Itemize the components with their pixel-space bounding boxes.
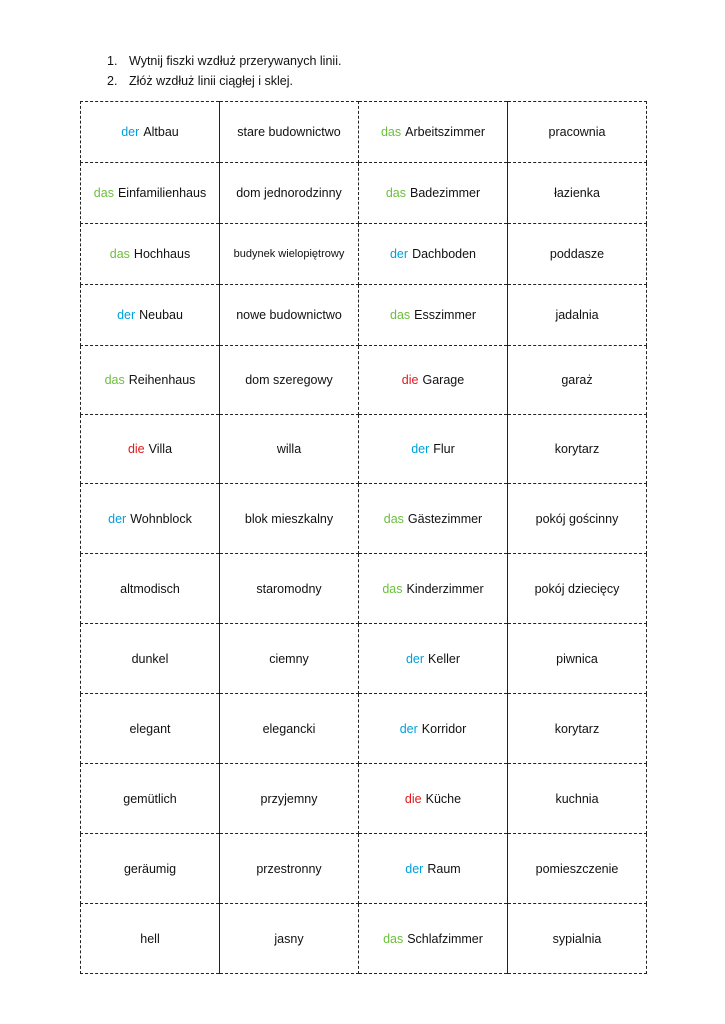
german-word: Garage: [422, 373, 465, 387]
polish-translation: jadalnia: [555, 308, 599, 322]
flashcard-table-body: [81, 102, 647, 974]
instruction-number: 2.: [107, 74, 118, 88]
polish-translation-cell: [508, 834, 647, 904]
german-word-cell: [81, 484, 220, 554]
german-word: Neubau: [139, 308, 183, 322]
instruction-item: [107, 71, 341, 91]
polish-translation-cell: [508, 554, 647, 624]
german-word-cell: [81, 554, 220, 624]
polish-translation-cell: [508, 163, 647, 224]
german-word: Flur: [433, 442, 455, 456]
article: der: [405, 651, 425, 666]
flashcard-row: [81, 415, 647, 484]
polish-translation: budynek wielopiętrowy: [233, 248, 345, 260]
german-word: Badezimmer: [409, 186, 481, 200]
polish-translation: pomieszczenie: [535, 861, 619, 876]
article: das: [382, 581, 403, 596]
german-word-cell: [359, 834, 508, 904]
polish-translation-cell: [508, 415, 647, 484]
german-word-cell: [359, 484, 508, 554]
polish-translation: pokój dziecięcy: [534, 581, 620, 596]
polish-translation: ciemny: [269, 651, 309, 666]
polish-translation-cell: [220, 102, 359, 163]
german-word-cell: [81, 764, 220, 834]
polish-translation: nowe budownictwo: [236, 308, 342, 322]
polish-translation: jasny: [274, 931, 304, 946]
german-word-cell: [81, 624, 220, 694]
german-word-cell: [359, 346, 508, 415]
flashcard-row: [81, 764, 647, 834]
german-word-cell: [81, 163, 220, 224]
article: das: [109, 247, 130, 261]
polish-translation-cell: [508, 624, 647, 694]
polish-translation: piwnica: [556, 651, 598, 666]
flashcard-row: [81, 224, 647, 285]
polish-translation: dom szeregowy: [245, 373, 333, 387]
article: das: [380, 125, 402, 139]
article: der: [121, 125, 140, 139]
german-word-cell: [359, 224, 508, 285]
german-word: geräumig: [123, 861, 177, 876]
polish-translation-cell: [220, 346, 359, 415]
german-word-cell: [81, 285, 220, 346]
instruction-number: 1.: [107, 54, 118, 68]
german-word: gemütlich: [123, 791, 177, 806]
article: das: [383, 511, 404, 526]
polish-translation-cell: [508, 484, 647, 554]
article: das: [93, 186, 114, 200]
german-word: Keller: [428, 651, 461, 666]
german-word: elegant: [129, 721, 171, 736]
polish-translation: stare budownictwo: [237, 125, 341, 139]
polish-translation: kuchnia: [555, 791, 599, 806]
article: der: [399, 721, 418, 736]
polish-translation-cell: [508, 285, 647, 346]
flashcard-row: [81, 346, 647, 415]
article: das: [383, 931, 404, 946]
polish-translation: garaż: [561, 373, 593, 387]
german-word: Einfamilienhaus: [117, 186, 207, 200]
german-word: Raum: [427, 861, 461, 876]
german-word: Altbau: [143, 125, 179, 139]
german-word-cell: [359, 694, 508, 764]
polish-translation-cell: [220, 554, 359, 624]
article: die: [404, 791, 422, 806]
german-word-cell: [81, 102, 220, 163]
polish-translation-cell: [220, 694, 359, 764]
article: der: [411, 442, 430, 456]
article: der: [405, 861, 424, 876]
german-word: Reihenhaus: [128, 373, 196, 387]
flashcard-table: [80, 101, 647, 974]
polish-translation-cell: [220, 484, 359, 554]
german-word: Küche: [425, 791, 462, 806]
german-word: Hochhaus: [133, 247, 191, 261]
german-word-cell: [359, 624, 508, 694]
german-word: Kinderzimmer: [406, 581, 484, 596]
flashcard-row: [81, 163, 647, 224]
flashcard-row: [81, 624, 647, 694]
german-word-cell: [81, 834, 220, 904]
instruction-text: Złóż wzdłuż linii ciągłej i sklej.: [129, 74, 293, 88]
polish-translation: pokój gościnny: [535, 511, 619, 526]
german-word-cell: [359, 285, 508, 346]
polish-translation-cell: [508, 346, 647, 415]
german-word: altmodisch: [120, 581, 180, 596]
polish-translation-cell: [220, 764, 359, 834]
german-word: Esszimmer: [414, 308, 476, 322]
polish-translation: dom jednorodzinny: [236, 186, 342, 200]
german-word: hell: [140, 931, 160, 946]
polish-translation-cell: [220, 415, 359, 484]
article: die: [401, 373, 419, 387]
polish-translation: blok mieszkalny: [244, 511, 334, 526]
german-word-cell: [81, 904, 220, 974]
polish-translation: korytarz: [554, 442, 600, 456]
flashcard-row: [81, 102, 647, 163]
article: der: [108, 511, 127, 526]
flashcard-row: [81, 834, 647, 904]
article: die: [127, 442, 145, 456]
german-word-cell: [359, 554, 508, 624]
polish-translation-cell: [220, 624, 359, 694]
polish-translation: elegancki: [262, 721, 316, 736]
german-word-cell: [359, 163, 508, 224]
german-word-cell: [81, 224, 220, 285]
german-word: Villa: [148, 442, 173, 456]
polish-translation: pracownia: [548, 125, 606, 139]
polish-translation-cell: [220, 285, 359, 346]
polish-translation-cell: [220, 224, 359, 285]
german-word: Korridor: [421, 721, 467, 736]
polish-translation-cell: [220, 834, 359, 904]
instructions-list: [107, 51, 341, 91]
german-word-cell: [81, 415, 220, 484]
german-word: Wohnblock: [130, 511, 192, 526]
polish-translation: korytarz: [554, 721, 600, 736]
instruction-item: [107, 51, 341, 71]
flashcard-row: [81, 904, 647, 974]
polish-translation: łazienka: [554, 186, 600, 200]
german-word: Arbeitszimmer: [405, 125, 486, 139]
flashcard-row: [81, 484, 647, 554]
german-word-cell: [81, 346, 220, 415]
polish-translation-cell: [508, 224, 647, 285]
article: das: [385, 186, 406, 200]
polish-translation-cell: [508, 102, 647, 163]
polish-translation-cell: [220, 904, 359, 974]
article: der: [117, 308, 136, 322]
polish-translation: przyjemny: [260, 791, 318, 806]
german-word-cell: [359, 415, 508, 484]
polish-translation: staromodny: [256, 581, 322, 596]
polish-translation-cell: [508, 694, 647, 764]
german-word-cell: [359, 102, 508, 163]
german-word-cell: [359, 764, 508, 834]
article: das: [390, 308, 411, 322]
polish-translation: willa: [276, 442, 302, 456]
polish-translation-cell: [220, 163, 359, 224]
flashcard-row: [81, 285, 647, 346]
flashcard-row: [81, 554, 647, 624]
german-word: Gästezimmer: [407, 511, 483, 526]
polish-translation: przestronny: [256, 861, 322, 876]
german-word-cell: [359, 904, 508, 974]
polish-translation-cell: [508, 764, 647, 834]
flashcard-row: [81, 694, 647, 764]
german-word: Dachboden: [412, 247, 477, 261]
article: der: [389, 247, 409, 261]
article: das: [104, 373, 125, 387]
german-word: dunkel: [131, 651, 169, 666]
instruction-text: Wytnij fiszki wzdłuż przerywanych linii.: [129, 54, 342, 68]
german-word-cell: [81, 694, 220, 764]
polish-translation: poddasze: [549, 247, 605, 261]
polish-translation: sypialnia: [552, 931, 602, 946]
german-word: Schlafzimmer: [407, 931, 483, 946]
polish-translation-cell: [508, 904, 647, 974]
